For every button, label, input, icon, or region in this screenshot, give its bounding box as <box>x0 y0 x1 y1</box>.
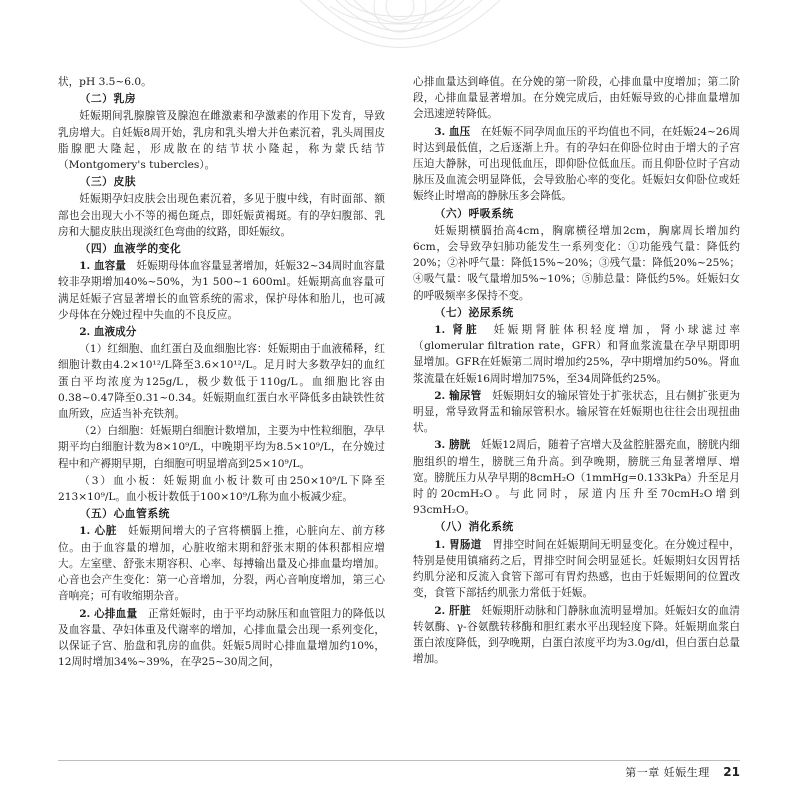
subheading: 2. 输尿管 <box>434 389 482 402</box>
body-paragraph <box>58 423 385 472</box>
paragraph-text: 状，pH 3.5~6.0。 <box>58 76 152 88</box>
section-heading <box>58 91 385 107</box>
section-heading <box>413 519 740 535</box>
section-heading-text: （五）心血管系统 <box>79 507 170 521</box>
subheading: 2. 血液成分 <box>79 326 137 339</box>
section-heading-text: （六）呼吸系统 <box>434 206 514 220</box>
subheading: 1. 心脏 <box>79 525 117 538</box>
paragraph-text: 妊娠期间增大的子宫将横膈上推，心脏向左、前方移位。由于血容量的增加，心脏收缩末期和舒张末期的体积都相应增大。左室壁、舒张末期容积、心率、每搏输出量及心排血量均增加。心音也会产生变化：第一心音增加，分裂，两心音响度增加，第三心音响亮；可有收缩期杂音。 <box>58 525 386 603</box>
subheading: 3. 血压 <box>434 125 471 138</box>
section-heading-text: （七）泌尿系统 <box>434 305 514 319</box>
section-heading <box>58 241 385 257</box>
paragraph-text: 妊娠12周后，随着子宫增大及盆腔脏器充血，膀胱内细胞组织的增生，膀胱三角升高。到孕晚期，膀胱三角显著增厚、增宽。膀胱压力从孕早期的8cmH₂O（1mmHg=0.133kPa）升至足月时的20cmH₂O。与此同时，尿道内压升至70cmH₂O增到93cmH₂O。 <box>413 439 741 517</box>
page-footer <box>58 760 740 779</box>
header-ornament <box>0 0 800 80</box>
paragraph-text: 胃排空时间在妊娠期间无明显变化。在分娩过程中，特别是使用镇痛药之后，胃排空时间会明显延长。妊娠期妇女因胃括约肌分泌和反流入食管下部可有胃灼热感，也由于妊娠期间的位置改变，食管下部括约肌张力常低于妊娠。 <box>413 538 741 600</box>
paragraph-text: （2）白细胞：妊娠期白细胞计数增加，主要为中性粒细胞，孕早期平均白细胞计数为8×10⁹/L，中晚期平均为8.5×10⁹/L，在分娩过程中和产褥期早期，白细胞可明显增高到25×10⁹/L。 <box>58 425 385 470</box>
body-paragraph <box>58 258 385 323</box>
section-heading <box>413 305 740 321</box>
paragraph-text: 妊娠期肝动脉和门静脉血流明显增加。妊娠妇女的血清转氨酶、γ-谷氨酰转移酶和胆红素水平出现轻度下降。妊娠期血浆白蛋白浓度降低，到孕晚期，白蛋白浓度平均为3.0g/dl，但白蛋白总量增加。 <box>413 604 741 666</box>
paragraph-text: 妊娠期妇女的输尿管处于扩张状态，且右侧扩张更为明显，常导致肾盂和输尿管积水。输尿管在妊娠期也往往会出现扭曲状。 <box>413 389 741 435</box>
paragraph-text: 妊娠期横膈抬高4cm，胸廓横径增加2cm，胸廓周长增加约6cm，会导致孕妇肺功能发生一系列变化：①功能残气量：降低约20%；②补呼气量：降低15%~20%；③残气量：降低20%~25%；④吸气量：吸气量增加5%~10%；⑤肺总量：降低约5%。妊娠妇女的呼吸频率多保持不变。 <box>413 224 740 302</box>
body-paragraph <box>413 124 740 205</box>
section-heading-text: （四）血液学的变化 <box>79 242 182 256</box>
body-paragraph <box>58 341 385 422</box>
section-heading <box>58 506 385 522</box>
body-paragraph <box>58 473 385 505</box>
section-heading-text: （八）消化系统 <box>434 520 514 534</box>
body-paragraph <box>413 388 740 437</box>
body-paragraph <box>58 523 385 604</box>
chapter-title: 第一章 妊娠生理 <box>625 766 710 779</box>
paragraph-text: 妊娠期间乳腺腺管及腺泡在雌激素和孕激素的作用下发育，导致乳房增大。自妊娠8周开始，乳房和乳头增大并色素沉着，乳头周围皮脂腺肥大隆起，形成散在的结节状小隆起，称为蒙氏结节（Montgomery's tubercles）。 <box>58 110 385 172</box>
body-paragraph <box>58 324 385 340</box>
section-heading <box>58 174 385 190</box>
paragraph-text: （3）血小板：妊娠期血小板计数可由250×10⁹/L下降至213×10⁹/L。血小板计数低于100×10⁹/L称为血小板减少症。 <box>58 474 385 504</box>
paragraph-text: 妊娠期孕妇皮肤会出现色素沉着，多见于腹中线，有时面部、额部也会出现大小不等的褐色斑点，即妊娠黄褐斑。有的孕妇腹部、乳房和大腿皮肤出现淡红色弯曲的纹路，即妊娠纹。 <box>58 193 385 238</box>
subheading: 1. 胃肠道 <box>434 538 482 551</box>
section-heading-text: （二）乳房 <box>79 92 137 106</box>
body-paragraph <box>413 603 740 668</box>
paragraph-text: 在妊娠不同孕周血压的平均值也不同，在妊娠24~26周时达到最低值，之后逐渐上升。有的孕妇在仰卧位时由于增大的子宫压迫大静脉，可出现低血压，即仰卧位低血压。而且仰卧位时子宫动脉压及血流会明显降低，会导致胎心率的变化。妊娠妇女仰卧位或妊娠终止时增高的静脉压多会降低。 <box>413 125 740 203</box>
paragraph-text: （1）红细胞、血红蛋白及血细胞比容：妊娠期由于血液稀释，红细胞计数由4.2×10¹²/L降至3.6×10¹²/L。足月时大多数孕妇的血红蛋白平均浓度为125g/L，极少数低于110g/L。血细胞比容由0.38~0.47降至0.31~0.34。妊娠期血红蛋白水平降低多由缺铁性贫血所致，应适当补充铁剂。 <box>58 343 385 421</box>
paragraph-text: 心排血量达到峰值。在分娩的第一阶段，心排血量中度增加；第二阶段，心排血量显著增加。在分娩完成后，由妊娠导致的心排血量增加会迅速逆转降低。 <box>413 76 740 121</box>
subheading: 2. 心排血量 <box>79 607 138 620</box>
body-paragraph <box>413 437 740 518</box>
body-paragraph <box>413 537 740 602</box>
paragraph-text: 妊娠期母体血容量显著增加，妊娠32~34周时血容量较非孕期增加40%~50%，为1 500~1 600ml。妊娠期高血容量可满足妊娠子宫显著增长的血管系统的需求，保护母体和胎儿，也可减少母体在分娩过程中失血的不良反应。 <box>58 260 385 321</box>
body-paragraph <box>413 74 740 123</box>
subheading: 3. 膀胱 <box>434 439 471 452</box>
page-number: 21 <box>723 765 740 779</box>
body-paragraph <box>58 74 385 90</box>
paragraph-text: 妊娠期肾脏体积轻度增加，肾小球滤过率（glomerular filtration rate，GFR）和肾血浆流量在孕早期即明显增加。GFR在妊娠第二周时增加约25%，孕中期增加约50%。肾血浆流量在妊娠16周时增加75%，至34周降低约25%。 <box>413 324 740 385</box>
subheading: 1. 肾脏 <box>434 324 480 337</box>
subheading: 1. 血容量 <box>79 260 126 273</box>
body-paragraph <box>58 191 385 240</box>
paragraph-text: 正常妊娠时，由于平均动脉压和血管阻力的降低以及血容量、孕妇体重及代谢率的增加，心排血量会出现一系列变化，以保证子宫、胎盘和乳房的血供。妊娠5周时心排血量增加约10%，12周时增加34%~39%，在孕25~30周之间， <box>58 607 386 669</box>
body-paragraph <box>58 606 385 671</box>
body-paragraph <box>413 223 740 304</box>
section-heading-text: （三）皮肤 <box>79 175 137 189</box>
body-paragraph <box>58 108 385 173</box>
body-paragraph <box>413 322 740 387</box>
right-column <box>413 74 740 668</box>
section-heading <box>413 206 740 222</box>
left-column <box>58 74 385 671</box>
subheading: 2. 肝脏 <box>434 604 471 617</box>
